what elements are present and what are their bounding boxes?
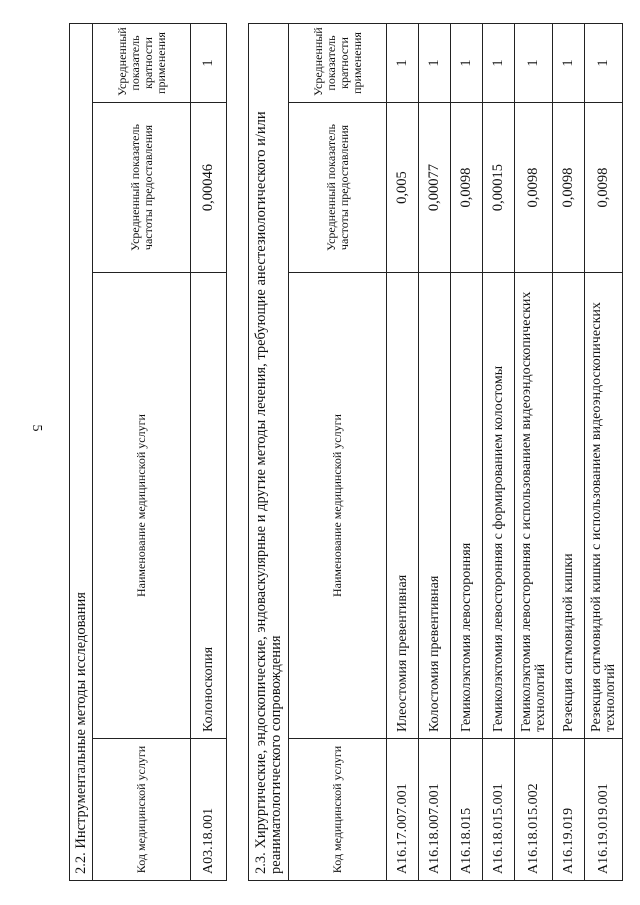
service-name: Колостомия превентивная — [419, 273, 451, 739]
multiplicity-value: 1 — [553, 23, 585, 102]
table-row — [387, 23, 419, 880]
service-name: Гемиколэктомия левосторонняя с формированием колостомы — [483, 273, 515, 739]
service-name: Гемиколэктомия левосторонняя — [451, 273, 483, 739]
header-multiplicity: Усредненный показатель кратности применения — [93, 23, 191, 102]
service-code: A16.18.015.002 — [515, 739, 553, 881]
multiplicity-value: 1 — [515, 23, 553, 102]
frequency-value: 0,005 — [387, 103, 419, 273]
table-instrumental-methods — [69, 23, 227, 881]
service-code: A16.17.007.001 — [387, 739, 419, 881]
header-name: Наименование медицинской услуги — [289, 273, 387, 739]
table-row — [483, 23, 515, 880]
rotated-content — [69, 24, 618, 881]
service-name: Резекция сигмовидной кишки с использованием видеоэндоскопических технологий — [585, 273, 623, 739]
frequency-value: 0,00046 — [191, 103, 227, 273]
section-title-2-3: 2.3. Хирургические, эндоскопические, эндоваскулярные и другие методы лечения, требующие анестезиологического и/или реаниматологического сопровождения — [249, 23, 289, 880]
service-code: A16.18.015 — [451, 739, 483, 881]
header-multiplicity: Усредненный показатель кратности применения — [289, 23, 387, 102]
service-code: A03.18.001 — [191, 739, 227, 881]
frequency-value: 0,0098 — [585, 103, 623, 273]
header-code: Код медицинской услуги — [93, 739, 191, 881]
multiplicity-value: 1 — [191, 23, 227, 102]
table-row — [553, 23, 585, 880]
header-frequency: Усредненный показатель частоты предоставления — [289, 103, 387, 273]
service-code: A16.18.007.001 — [419, 739, 451, 881]
service-name: Резекция сигмовидной кишки — [553, 273, 585, 739]
table-row — [419, 23, 451, 880]
header-code: Код медицинской услуги — [289, 739, 387, 881]
frequency-value: 0,0098 — [515, 103, 553, 273]
frequency-value: 0,00077 — [419, 103, 451, 273]
multiplicity-value: 1 — [451, 23, 483, 102]
table-row — [451, 23, 483, 880]
multiplicity-value: 1 — [585, 23, 623, 102]
service-name: Колоноскопия — [191, 273, 227, 739]
frequency-value: 0,00015 — [483, 103, 515, 273]
multiplicity-value: 1 — [419, 23, 451, 102]
page-number: 5 — [29, 424, 44, 432]
multiplicity-value: 1 — [483, 23, 515, 102]
table-row — [585, 23, 623, 880]
table-surgical-methods — [248, 23, 623, 881]
section-title-2-2: 2.2. Инструментальные методы исследования — [70, 23, 93, 880]
frequency-value: 0,0098 — [451, 103, 483, 273]
header-frequency: Усредненный показатель частоты предоставления — [93, 103, 191, 273]
service-code: A16.18.015.001 — [483, 739, 515, 881]
section-spacer — [227, 24, 248, 881]
header-name: Наименование медицинской услуги — [93, 273, 191, 739]
table-row — [515, 23, 553, 880]
table-row — [191, 23, 227, 880]
service-code: A16.19.019.001 — [585, 739, 623, 881]
service-code: A16.19.019 — [553, 739, 585, 881]
frequency-value: 0,0098 — [553, 103, 585, 273]
service-name: Гемиколэктомия левосторонняя с использованием видеоэндоскопических технологий — [515, 273, 553, 739]
multiplicity-value: 1 — [387, 23, 419, 102]
service-name: Илеостомия превентивная — [387, 273, 419, 739]
